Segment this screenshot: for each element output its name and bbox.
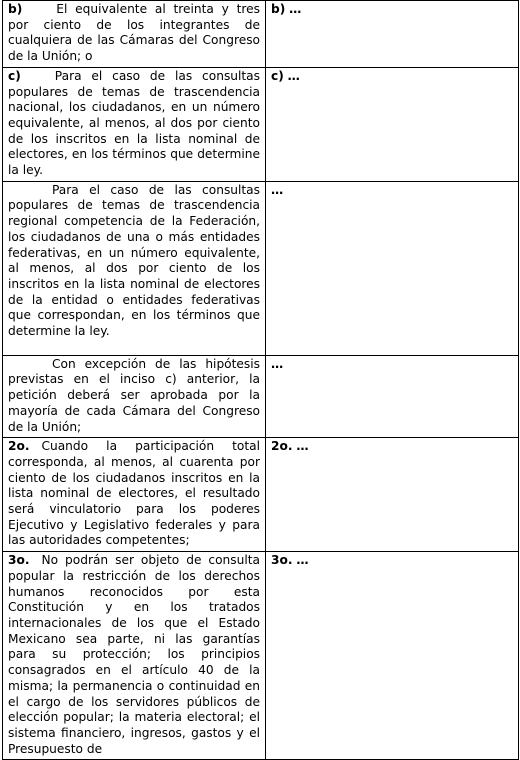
ellipsis: …	[296, 439, 309, 454]
ellipsis: …	[271, 356, 284, 371]
proposed-text-cell	[266, 552, 519, 760]
proposed-text-cell	[266, 181, 519, 355]
table-row	[3, 67, 519, 181]
ellipsis: …	[271, 182, 284, 197]
current-text-cell	[3, 552, 266, 760]
current-text-cell	[3, 355, 266, 438]
item-label: b)	[271, 2, 286, 16]
item-label: c)	[271, 68, 284, 83]
table-row	[3, 355, 519, 438]
comparison-table	[2, 0, 519, 760]
ellipsis: …	[287, 68, 300, 83]
table-row	[3, 438, 519, 552]
item-text: No podrán ser objeto de consulta popular la restricción de los derechos humanos reconocidos por esta Constitución y en los tratados internacionales de los que el Estado Mexicano sea parte, ni las garantías para su protección; los principios consagrados en el artículo 40 de la misma; la permanencia o continuidad en el cargo de los servidores públicos de elección popular; la materia electoral; el sistema financiero, ingresos, gastos y el Presupuesto de	[8, 553, 260, 756]
current-text-cell	[3, 1, 266, 68]
ellipsis: …	[296, 553, 309, 568]
item-text: Para el caso de las consultas populares de temas de trascendencia nacional, los ciudadanos, en un número equivalente, al menos, al dos por ciento de los inscritos en la lista nominal de electores, en los términos que determine la ley.	[8, 68, 260, 178]
item-text: Cuando la participación total corresponda, al menos, al cuarenta por ciento de los ciudadanos inscritos en la lista nominal de electores, el resultado será vinculatorio para los poderes Ejecutivo y Legislativo federales y para las autoridades competentes;	[8, 439, 260, 548]
item-label: 3o.	[8, 553, 30, 568]
proposed-text-cell	[266, 1, 519, 68]
current-text-cell	[3, 438, 266, 552]
proposed-text-cell	[266, 438, 519, 552]
ellipsis: …	[289, 2, 302, 16]
current-text-cell	[3, 181, 266, 355]
item-label: 2o.	[271, 439, 293, 454]
item-text: El equivalente al treinta y tres por ciento de los integrantes de cualquiera de las Cámaras del Congreso de la Unión; o	[8, 2, 260, 64]
table-row	[3, 181, 519, 355]
item-label: 3o.	[271, 553, 293, 568]
proposed-text-cell	[266, 67, 519, 181]
item-text: Con excepción de las hipótesis previstas en el inciso c) anterior, la petición deberá ser aprobada por la mayoría de cada Cámara del Congreso de la Unión;	[8, 356, 260, 434]
table-row	[3, 552, 519, 760]
item-label: 2o.	[8, 439, 30, 454]
item-label: b)	[8, 2, 23, 16]
item-text: Para el caso de las consultas populares de temas de trascendencia regional competencia de la Federación, los ciudadanos de una o más entidades federativas, en un número equivalente, al menos, al dos por ciento de los inscritos en la lista nominal de electores de la entidad o entidades federativas que correspondan, en los términos que determine la ley.	[8, 182, 260, 339]
proposed-text-cell	[266, 355, 519, 438]
table-row	[3, 1, 519, 68]
item-label: c)	[8, 68, 21, 83]
current-text-cell	[3, 67, 266, 181]
